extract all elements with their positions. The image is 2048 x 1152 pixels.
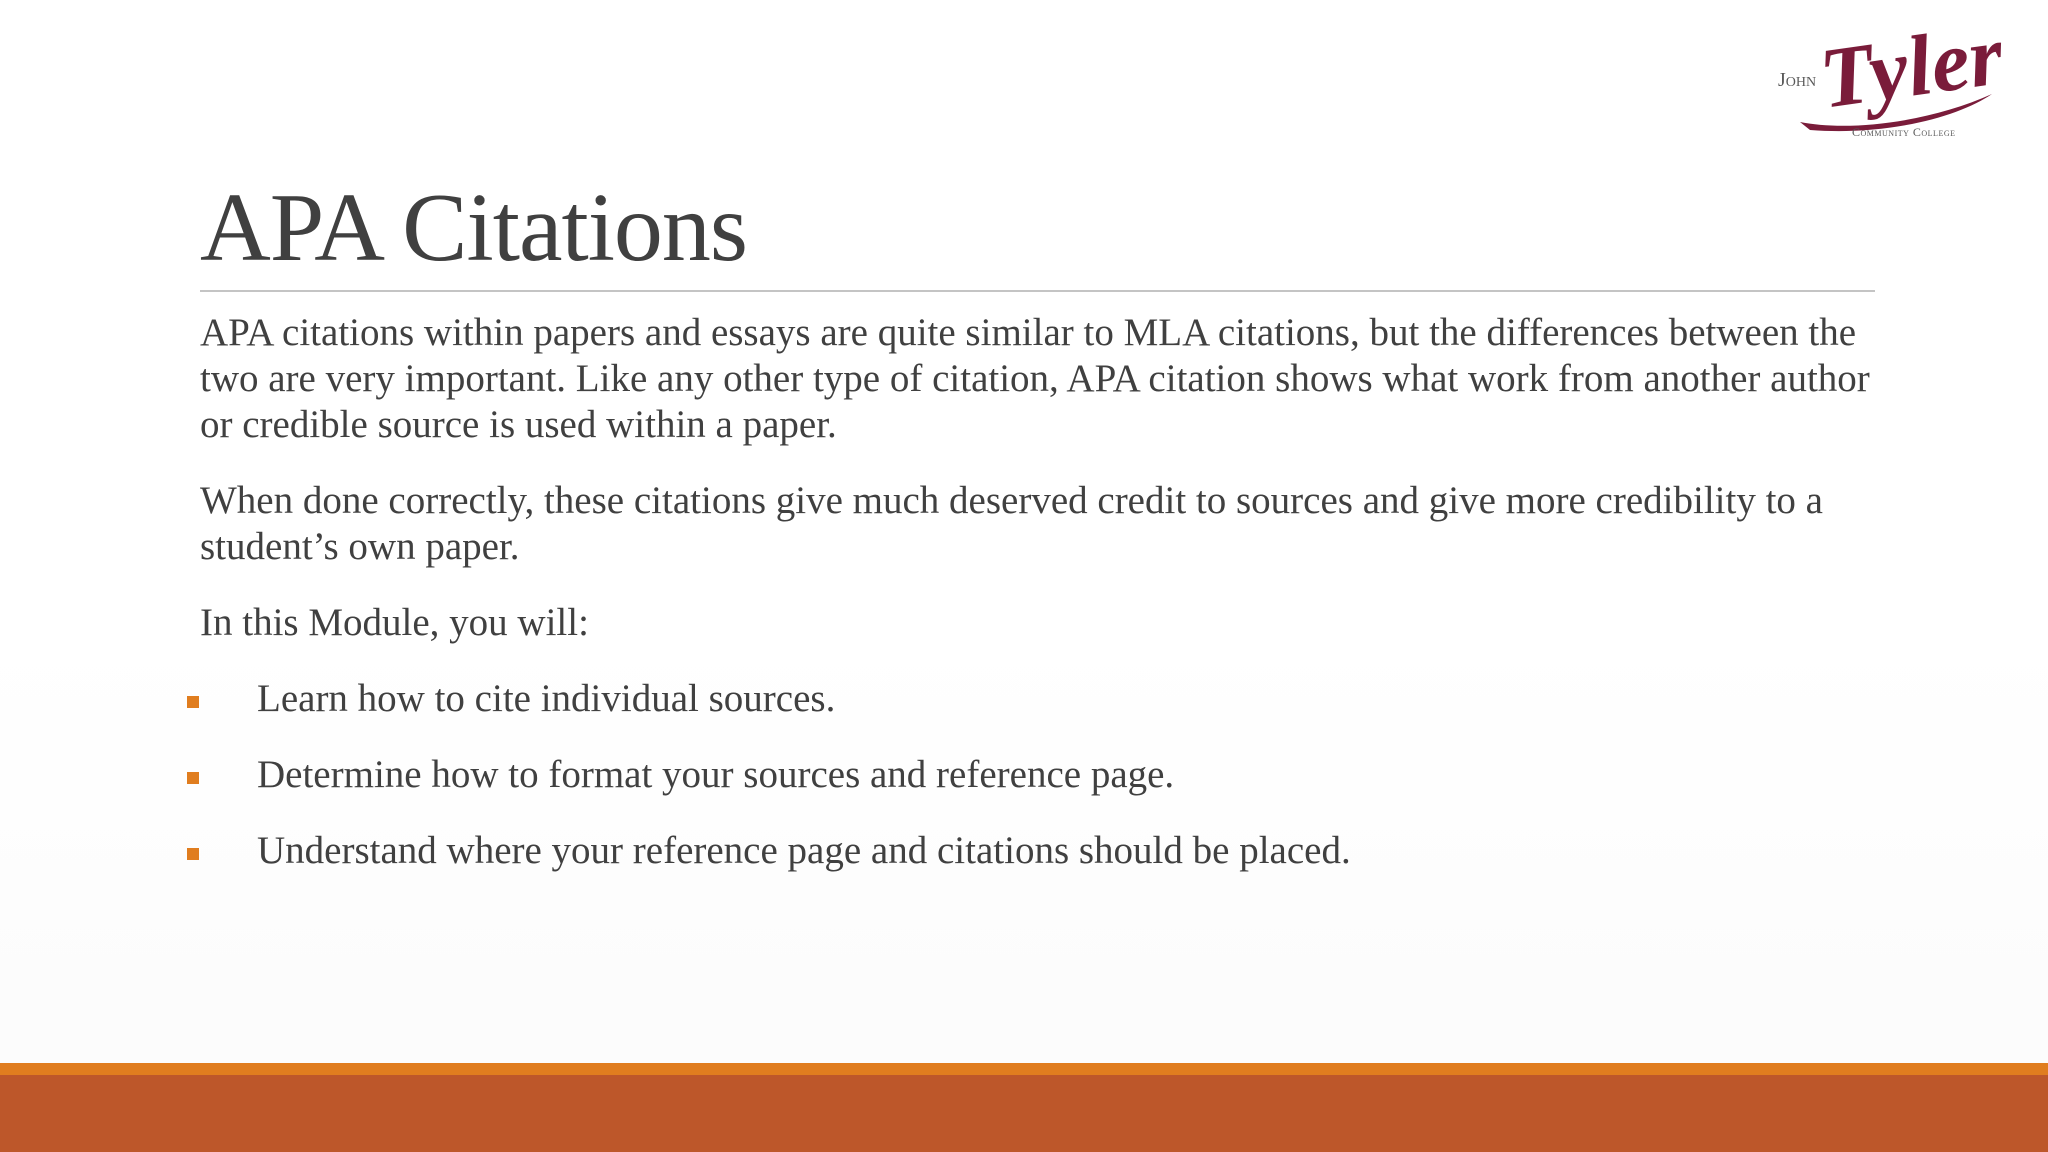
square-bullet-icon xyxy=(187,772,199,784)
slide-title: APA Citations xyxy=(200,174,748,282)
logo-name-script: Tyler xyxy=(1814,6,2009,127)
logo-name-top: John xyxy=(1778,69,1817,91)
college-logo xyxy=(1760,4,2020,164)
objective-text: Determine how to format your sources and reference page. xyxy=(257,753,1175,796)
body-paragraph-2: When done correctly, these citations give much deserved credit to sources and give more credibility to a student’s own paper. xyxy=(200,479,1823,568)
objectives-list xyxy=(0,676,1900,904)
body-paragraph-intro: In this Module, you will: xyxy=(200,601,589,644)
objective-text: Understand where your reference page and citations should be placed. xyxy=(257,829,1351,872)
list-item xyxy=(0,752,1900,798)
footer-stripe xyxy=(0,1063,2048,1075)
title-divider xyxy=(200,290,1875,292)
footer-band xyxy=(0,1075,2048,1152)
square-bullet-icon xyxy=(187,848,199,860)
objective-text: Learn how to cite individual sources. xyxy=(257,677,836,720)
slide-body xyxy=(200,310,1900,676)
list-item xyxy=(0,676,1900,722)
logo-name-bottom: Community College xyxy=(1852,125,1956,139)
body-paragraph-1: APA citations within papers and essays are quite similar to MLA citations, but the differences between the two are very important. Like any other type of citation, APA citation shows what work from another author or credible source is used within a paper. xyxy=(200,311,1870,446)
list-item xyxy=(0,828,1900,874)
square-bullet-icon xyxy=(187,696,199,708)
